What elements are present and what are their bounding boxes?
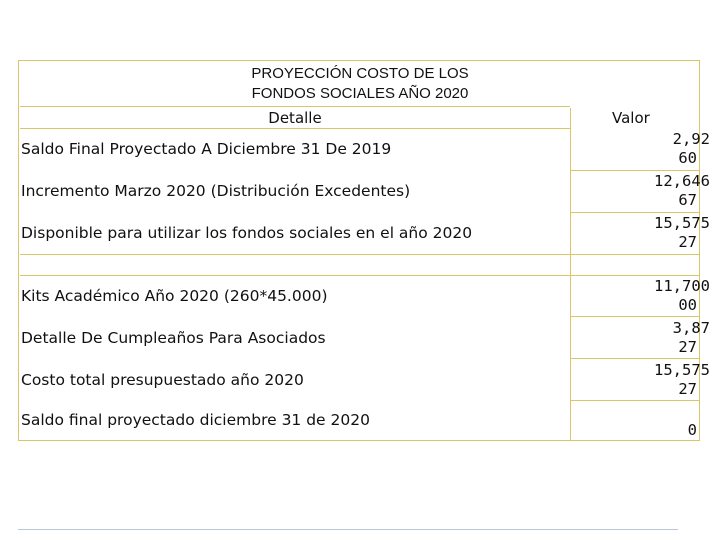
column-header-detalle: Detalle [268, 109, 322, 127]
value-cell [570, 214, 710, 256]
divider [20, 128, 570, 129]
value-line-1: 15,575 [654, 214, 710, 232]
value-cell [570, 130, 710, 172]
divider [20, 106, 570, 107]
value-line-1: 3,87 [672, 319, 710, 337]
row-label: Incremento Marzo 2020 (Distribución Excedentes) [21, 182, 411, 200]
value-line-2: 0 [687, 421, 697, 439]
value-line-2: 27 [678, 380, 697, 398]
value-line-2: 00 [678, 296, 697, 314]
value-line-1: 2,92 [672, 130, 710, 148]
value-cell [570, 402, 700, 444]
value-line-1: 11,700 [654, 277, 710, 295]
row-label: Saldo Final Proyectado A Diciembre 31 De 2019 [21, 140, 392, 158]
row-label: Saldo final proyectado diciembre 31 de 2020 [21, 411, 370, 429]
value-cell [570, 172, 710, 214]
row-label: Kits Académico Año 2020 (260*45.000) [21, 287, 328, 305]
value-line-2: 60 [678, 149, 697, 167]
title-line-2: FONDOS SOCIALES AÑO 2020 [251, 85, 469, 102]
value-line-2: 67 [678, 191, 697, 209]
footer-rule [18, 529, 678, 530]
row-label: Detalle De Cumpleaños Para Asociados [21, 329, 326, 347]
value-line-1: 12,646 [654, 172, 710, 190]
value-cell [570, 361, 710, 403]
value-line-2: 27 [678, 233, 697, 251]
value-cell [570, 277, 710, 319]
value-cell [570, 319, 710, 361]
column-header-valor: Valor [612, 109, 650, 127]
row-label: Costo total presupuestado año 2020 [21, 371, 304, 389]
row-label: Disponible para utilizar los fondos sociales en el año 2020 [21, 224, 473, 242]
value-line-2: 27 [678, 338, 697, 356]
divider [20, 275, 700, 276]
value-line-1: 15,575 [654, 361, 710, 379]
title-line-1: PROYECCIÓN COSTO DE LOS [251, 65, 469, 82]
